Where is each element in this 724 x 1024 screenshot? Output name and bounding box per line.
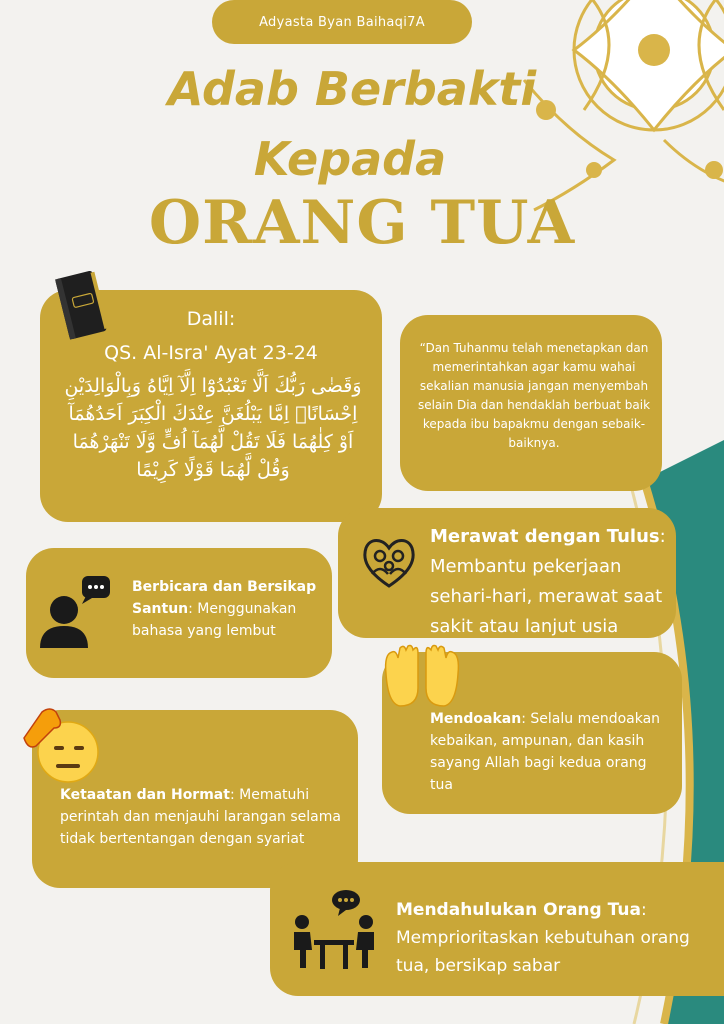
mendahulukan-card: [270, 862, 724, 996]
mendoakan-text: [430, 708, 670, 796]
bicara-sep: :: [188, 601, 193, 617]
mendoakan-title: Mendoakan: [430, 711, 522, 727]
mendoakan-sep: :: [521, 711, 526, 727]
family-heart-icon: [360, 534, 418, 590]
quran-icon: [52, 268, 110, 342]
translation-text: “Dan Tuhanmu telah menetapkan dan memerintahkan agar kamu wahai sekalian manusia jangan menyembah selain Dia dan hendaklah berbuat baik kepada ibu bapakmu dengan sebaik-baiknya.: [417, 341, 651, 450]
mendahulukan-title: Mendahulukan Orang Tua: [396, 900, 641, 920]
bicara-title: Berbicara dan Bersikap Santun: [132, 579, 317, 617]
merawat-title: Merawat dengan Tulus: [430, 526, 660, 547]
title-line-1: Adab Berbakti: [167, 62, 537, 116]
bicara-card: [26, 548, 332, 678]
ketaatan-sep: :: [229, 787, 235, 803]
mendoakan-body: Selalu mendoakan kebaikan, ampunan, dan kasih sayang Allah bagi kedua orang tua: [430, 711, 661, 793]
merawat-body: Membantu pekerjaan sehari-hari, merawat saat sakit atau lanjut usia: [430, 556, 663, 637]
bicara-text: [132, 576, 328, 642]
mendahulukan-body: Memprioritaskan kebutuhan orang tua, bersikap sabar: [396, 928, 690, 976]
dalil-label: Dalil:: [186, 308, 236, 330]
people-talking-table-icon: [282, 888, 382, 978]
bicara-body: Menggunakan bahasa yang lembut: [132, 601, 297, 639]
merawat-card: [338, 508, 676, 638]
title-line-2: Kepada: [253, 132, 447, 186]
title-line-3: ORANG TUA: [148, 188, 576, 258]
speaking-person-icon: [38, 574, 112, 648]
dalil-source: QS. Al-Isra' Ayat 23-24: [104, 342, 318, 364]
merawat-text: [430, 522, 670, 642]
praying-hands-icon: [380, 644, 464, 710]
mendahulukan-text: [396, 896, 716, 980]
translation-card: [400, 315, 662, 491]
merawat-sep: :: [659, 526, 666, 547]
ketaatan-title: Ketaatan dan Hormat: [60, 787, 230, 803]
author-badge: Adyasta Byan Baihaqi7A: [212, 0, 472, 44]
mendahulukan-sep: :: [640, 900, 647, 920]
dalil-arabic-text: وَقَضٰى رَبُّكَ اَلَّا تَعْبُدُوْٓا اِلَّآ اِيَّاهُ وَبِالْوَالِدَيْنِ اِحْسَانًاۗ اِمَّا يَبْلُغَنَّ عِنْدَكَ الْكِبَرَ اَحَدُهُمَآ اَوْ كِلٰهُمَا فَلَا تَقُلْ لَّهُمَآ اُفٍّ وَّلَا تَنْهَرْهُمَا وَقُلْ لَّهُمَا قَوْلًا كَرِيْمًا: [64, 375, 362, 481]
saluting-face-icon: [20, 700, 104, 784]
ketaatan-text: [60, 784, 350, 850]
ketaatan-body: Mematuhi perintah dan menjauhi larangan selama tidak bertentangan dengan syariat: [60, 787, 341, 847]
